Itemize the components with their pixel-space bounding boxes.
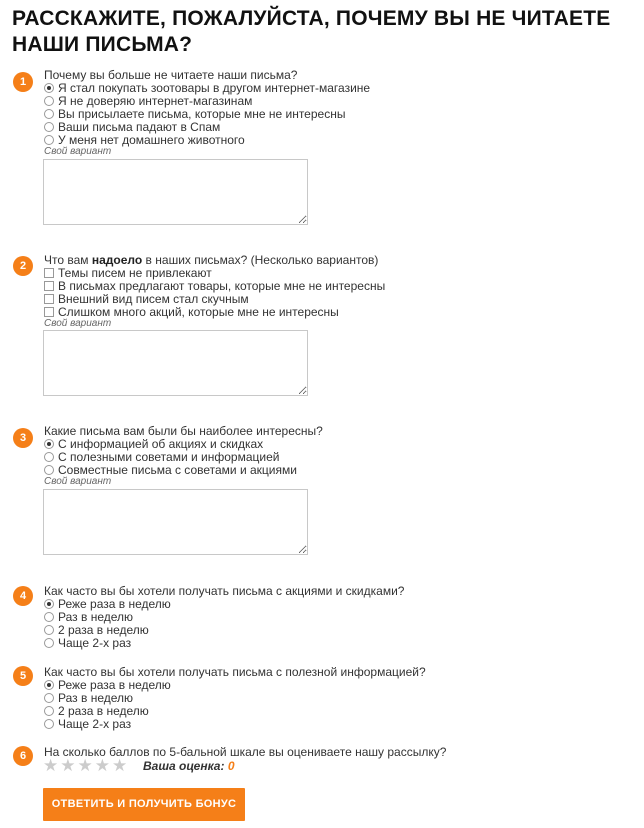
option-radio[interactable]: Вы присылаете письма, которые мне не интересны: [44, 107, 345, 120]
radio-button[interactable]: [44, 452, 54, 462]
option-checkbox[interactable]: В письмах предлагают товары, которые мне не интересны: [44, 279, 385, 292]
radio-button[interactable]: [44, 135, 54, 145]
option-radio[interactable]: Я не доверяю интернет-магазинам: [44, 94, 252, 107]
radio-button[interactable]: [44, 96, 54, 106]
radio-button[interactable]: [44, 680, 54, 690]
question-text: Что вам надоело в наших письмах? (Несколько вариантов): [44, 253, 379, 267]
own-variant-label: Свой вариант: [44, 476, 112, 487]
radio-button[interactable]: [44, 122, 54, 132]
radio-button[interactable]: [44, 625, 54, 635]
question-number-badge: 3: [13, 428, 33, 448]
radio-button[interactable]: [44, 719, 54, 729]
option-radio[interactable]: Чаще 2-х раз: [44, 717, 131, 730]
option-radio[interactable]: Я стал покупать зоотовары в другом интернет-магазине: [44, 81, 370, 94]
question-text: Как часто вы бы хотели получать письма с полезной информацией?: [44, 665, 426, 679]
option-radio[interactable]: Ваши письма падают в Спам: [44, 120, 220, 133]
question-text: Какие письма вам были бы наиболее интересны?: [44, 424, 323, 438]
score-display: Ваша оценка: 0: [143, 759, 235, 773]
star-icon[interactable]: ★: [112, 756, 128, 775]
option-radio[interactable]: Чаще 2-х раз: [44, 636, 131, 649]
option-radio[interactable]: У меня нет домашнего животного: [44, 133, 245, 146]
submit-button[interactable]: ОТВЕТИТЬ И ПОЛУЧИТЬ БОНУС: [43, 788, 245, 821]
radio-button[interactable]: [44, 599, 54, 609]
question-number-badge: 6: [13, 746, 33, 766]
question-text: Почему вы больше не читаете наши письма?: [44, 68, 298, 82]
radio-button[interactable]: [44, 439, 54, 449]
radio-button[interactable]: [44, 109, 54, 119]
option-radio[interactable]: Совместные письма с советами и акциями: [44, 463, 297, 476]
option-radio[interactable]: Реже раза в неделю: [44, 678, 171, 691]
radio-button[interactable]: [44, 706, 54, 716]
own-variant-label: Свой вариант: [44, 318, 112, 329]
option-radio[interactable]: Реже раза в неделю: [44, 597, 171, 610]
star-icon[interactable]: ★: [94, 756, 110, 775]
option-radio[interactable]: С информацией об акциях и скидках: [44, 437, 263, 450]
own-variant-label: Свой вариант: [44, 146, 112, 157]
radio-button[interactable]: [44, 465, 54, 475]
question-number-badge: 1: [13, 72, 33, 92]
checkbox[interactable]: [44, 268, 54, 278]
star-icon[interactable]: ★: [43, 756, 59, 775]
star-icon[interactable]: ★: [60, 756, 76, 775]
option-checkbox[interactable]: Внешний вид писем стал скучным: [44, 292, 249, 305]
star-icon[interactable]: ★: [77, 756, 93, 775]
own-variant-input[interactable]: [43, 489, 308, 555]
option-radio[interactable]: С полезными советами и информацией: [44, 450, 279, 463]
radio-button[interactable]: [44, 612, 54, 622]
option-radio[interactable]: 2 раза в неделю: [44, 623, 149, 636]
option-radio[interactable]: Раз в неделю: [44, 610, 133, 623]
radio-button[interactable]: [44, 693, 54, 703]
option-checkbox[interactable]: Слишком много акций, которые мне не интересны: [44, 305, 339, 318]
checkbox[interactable]: [44, 281, 54, 291]
checkbox[interactable]: [44, 294, 54, 304]
question-number-badge: 5: [13, 666, 33, 686]
radio-button[interactable]: [44, 638, 54, 648]
star-rating[interactable]: [43, 757, 129, 774]
question-text: Как часто вы бы хотели получать письма с акциями и скидками?: [44, 584, 405, 598]
checkbox[interactable]: [44, 307, 54, 317]
question-text: На сколько баллов по 5-бальной шкале вы оцениваете нашу рассылку?: [44, 745, 447, 759]
option-radio[interactable]: 2 раза в неделю: [44, 704, 149, 717]
option-checkbox[interactable]: Темы писем не привлекают: [44, 266, 212, 279]
own-variant-input[interactable]: [43, 330, 308, 396]
option-radio[interactable]: Раз в неделю: [44, 691, 133, 704]
question-number-badge: 2: [13, 256, 33, 276]
radio-button[interactable]: [44, 83, 54, 93]
score-value: 0: [227, 759, 235, 773]
page-title: РАССКАЖИТЕ, ПОЖАЛУЙСТА, ПОЧЕМУ ВЫ НЕ ЧИТАЕТЕ НАШИ ПИСЬМА?: [12, 7, 611, 56]
question-number-badge: 4: [13, 586, 33, 606]
own-variant-input[interactable]: [43, 159, 308, 225]
